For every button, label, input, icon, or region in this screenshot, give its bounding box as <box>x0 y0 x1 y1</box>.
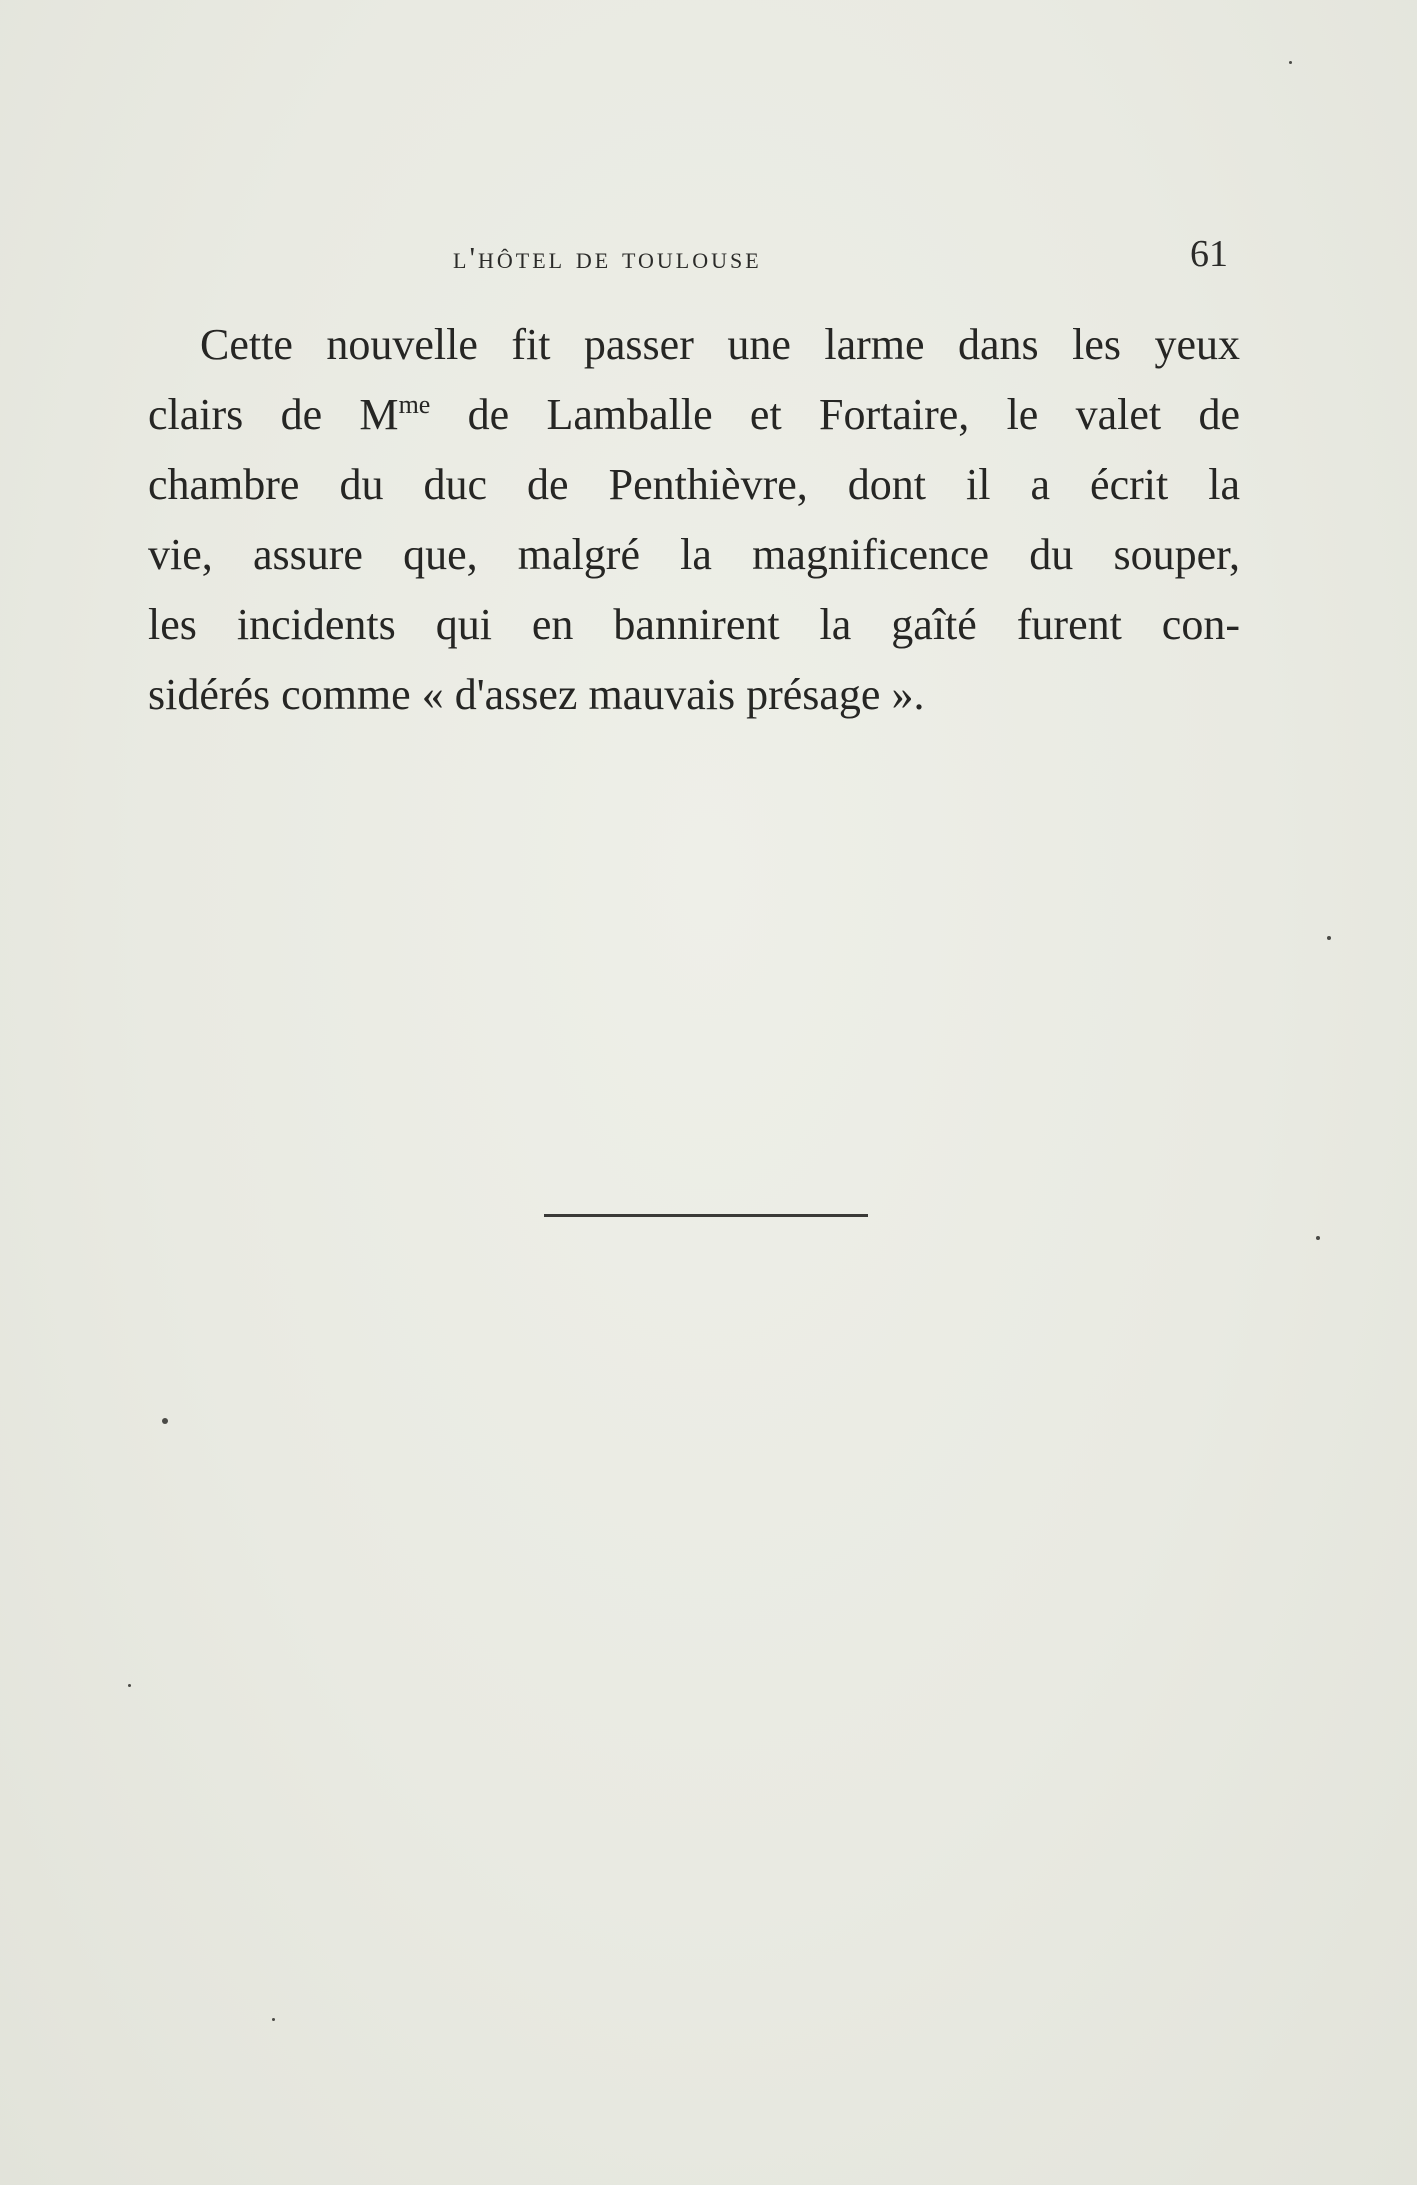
text-line: chambre du duc de Penthièvre, dont il a écrit la <box>148 460 1240 509</box>
paper-speck <box>272 2018 275 2021</box>
text-fragment: de Lamballe et Fortaire, le valet de <box>430 390 1240 439</box>
running-head <box>0 232 1417 282</box>
paper-speck <box>1316 1236 1320 1240</box>
text-line: sidérés comme « d'assez mauvais présage ». <box>148 670 925 719</box>
text-line: Cette nouvelle fit passer une larme dans les yeux <box>200 320 1240 369</box>
body-paragraph <box>148 310 1240 730</box>
paper-speck <box>1289 61 1292 64</box>
text-line <box>148 380 1240 450</box>
section-end-rule <box>544 1214 868 1217</box>
text-line: les incidents qui en bannirent la gaîté furent con- <box>148 600 1240 649</box>
text-fragment: clairs de M <box>148 390 399 439</box>
superscript-abbreviation: me <box>398 390 431 419</box>
paper-speck <box>1327 936 1331 940</box>
running-title: l'hôtel de toulouse <box>453 240 762 275</box>
paper-speck <box>128 1684 131 1687</box>
paper-speck <box>162 1418 168 1424</box>
text-line: vie, assure que, malgré la magnificence du souper, <box>148 530 1240 579</box>
page-number: 61 <box>1190 233 1228 275</box>
